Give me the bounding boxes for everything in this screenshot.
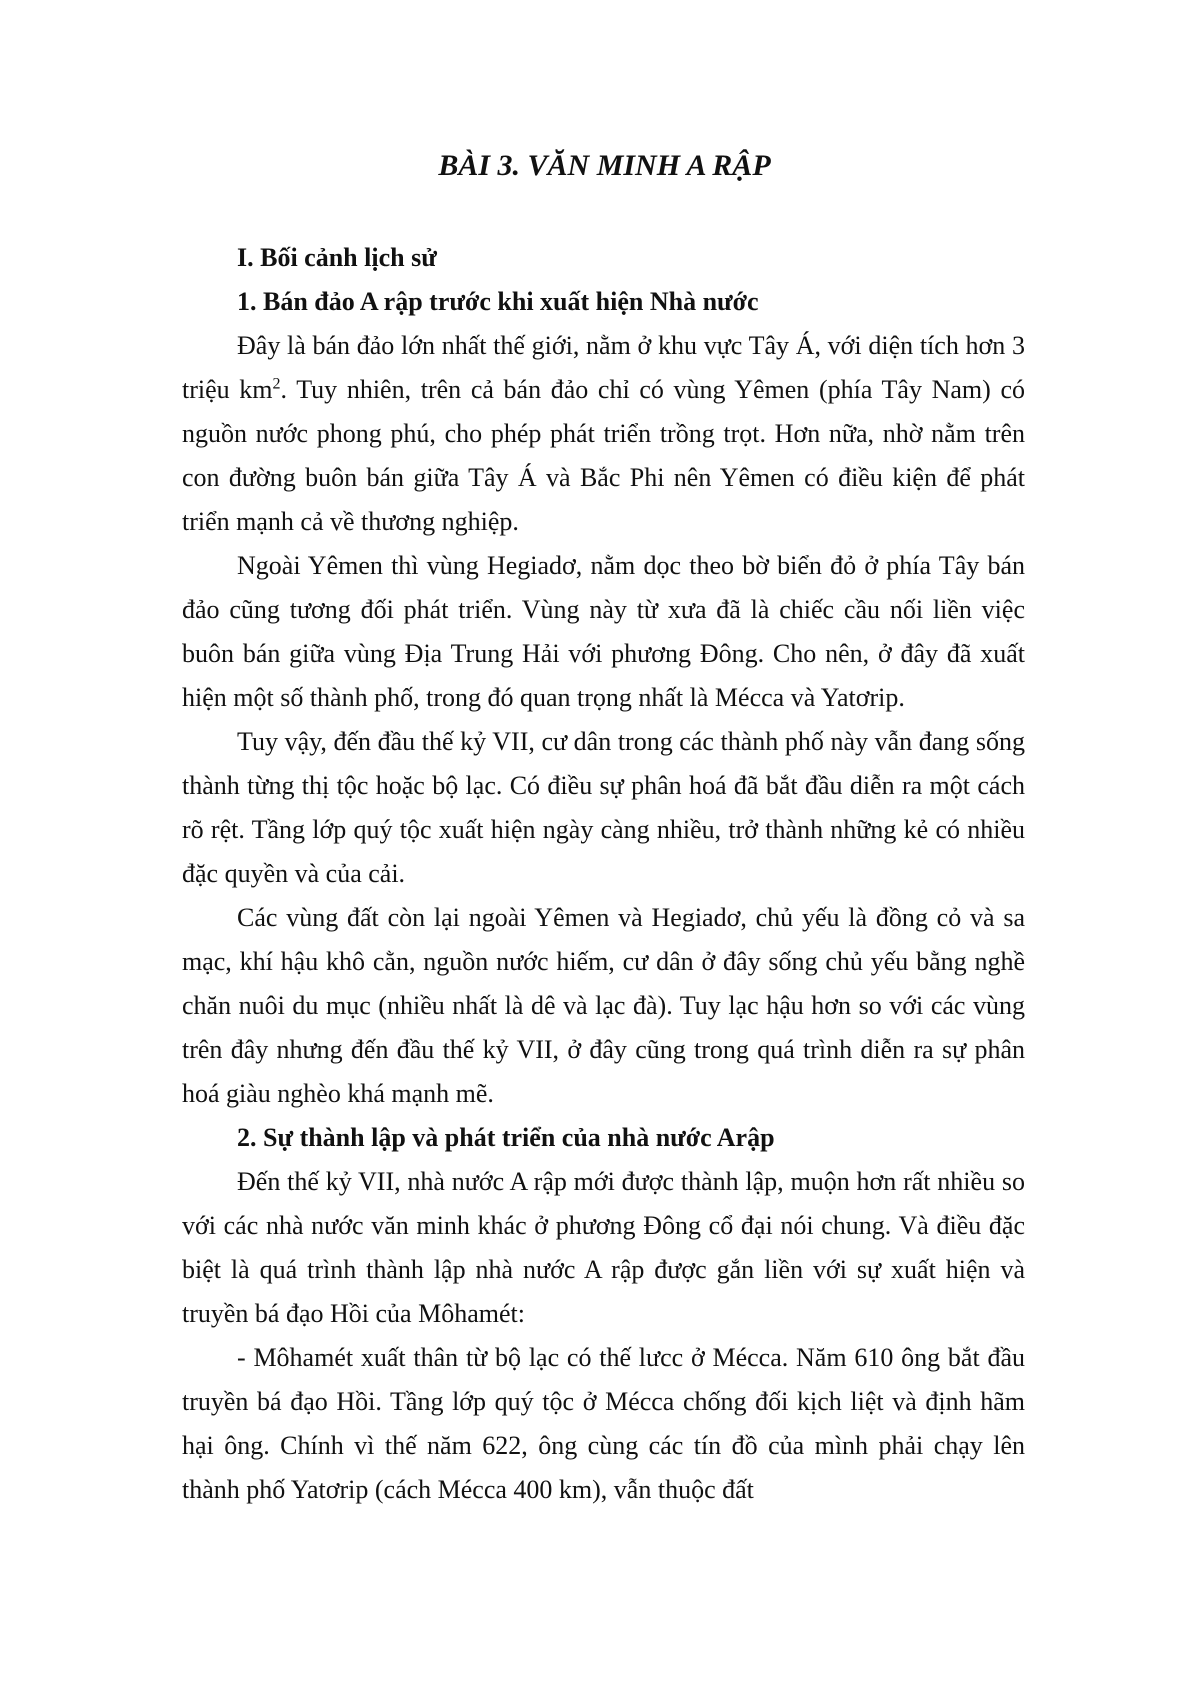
paragraph-nomads: Các vùng đất còn lại ngoài Yêmen và Hegiadơ, chủ yếu là đồng cỏ và sa mạc, khí hậu khô cằn, nguồn nước hiếm, cư dân ở đây sống chủ yếu bằng nghề chăn nuôi du mục (nhiều nhất là dê và lạc đà). Tuy lạc hậu hơn so với các vùng trên đây nhưng đến đầu thế kỷ VII, ở đây cũng trong quá trình diễn ra sự phân hoá giàu nghèo khá mạnh mẽ. [182, 903, 1025, 1108]
paragraph-peninsula-intro [182, 324, 1025, 544]
superscript-exponent: 2 [272, 375, 281, 393]
section-heading-background: I. Bối cảnh lịch sử [237, 243, 437, 272]
page-title: BÀI 3. VĂN MINH A RẬP [438, 149, 771, 182]
paragraph-mohamet: - Môhamét xuất thân từ bộ lạc có thế lưcc ở Mécca. Năm 610 ông bắt đầu truyền bá đạo Hồi. Tầng lớp quý tộc ở Mécca chống đối kịch liệt và định hãm hại ông. Chính vì thế năm 622, ông cùng các tín đồ của mình phải chạy lên thành phố Yatơrip (cách Mécca 400 km), vẫn thuộc đất [182, 1343, 1025, 1504]
paragraph-text: . Tuy nhiên, trên cả bán đảo chỉ có vùng Yêmen (phía Tây Nam) có nguồn nước phong phú, cho phép phát triển trồng trọt. Hơn nữa, nhờ nằm trên con đường buôn bán giữa Tây Á và Bắc Phi nên Yêmen có điều kiện để phát triển mạnh cả về thương nghiệp. [182, 375, 1026, 536]
paragraph-text: Đây là bán đảo lớn nhất thế giới, nằm ở khu vực Tây Á, với diện tích hơn 3 triệu km [182, 331, 1025, 404]
subsection-heading-peninsula: 1. Bán đảo A rập trước khi xuất hiện Nhà nước [237, 287, 759, 316]
subsection-heading-state: 2. Sự thành lập và phát triển của nhà nước Arập [237, 1123, 775, 1152]
paragraph-hegiado: Ngoài Yêmen thì vùng Hegiadơ, nằm dọc theo bờ biển đỏ ở phía Tây bán đảo cũng tương đối phát triển. Vùng này từ xưa đã là chiếc cầu nối liền việc buôn bán giữa vùng Địa Trung Hải với phương Đông. Cho nên, ở đây đã xuất hiện một số thành phố, trong đó quan trọng nhất là Mécca và Yatơrip. [182, 551, 1025, 712]
paragraph-tribes: Tuy vậy, đến đầu thế kỷ VII, cư dân trong các thành phố này vẫn đang sống thành từng thị tộc hoặc bộ lạc. Có điều sự phân hoá đã bắt đầu diễn ra một cách rõ rệt. Tầng lớp quý tộc xuất hiện ngày càng nhiều, trở thành những kẻ có nhiều đặc quyền và của cải. [182, 727, 1025, 888]
paragraph-state-founding: Đến thế kỷ VII, nhà nước A rập mới được thành lập, muộn hơn rất nhiều so với các nhà nước văn minh khác ở phương Đông cổ đại nói chung. Và điều đặc biệt là quá trình thành lập nhà nước A rập được gắn liền với sự xuất hiện và truyền bá đạo Hồi của Môhamét: [182, 1167, 1025, 1328]
